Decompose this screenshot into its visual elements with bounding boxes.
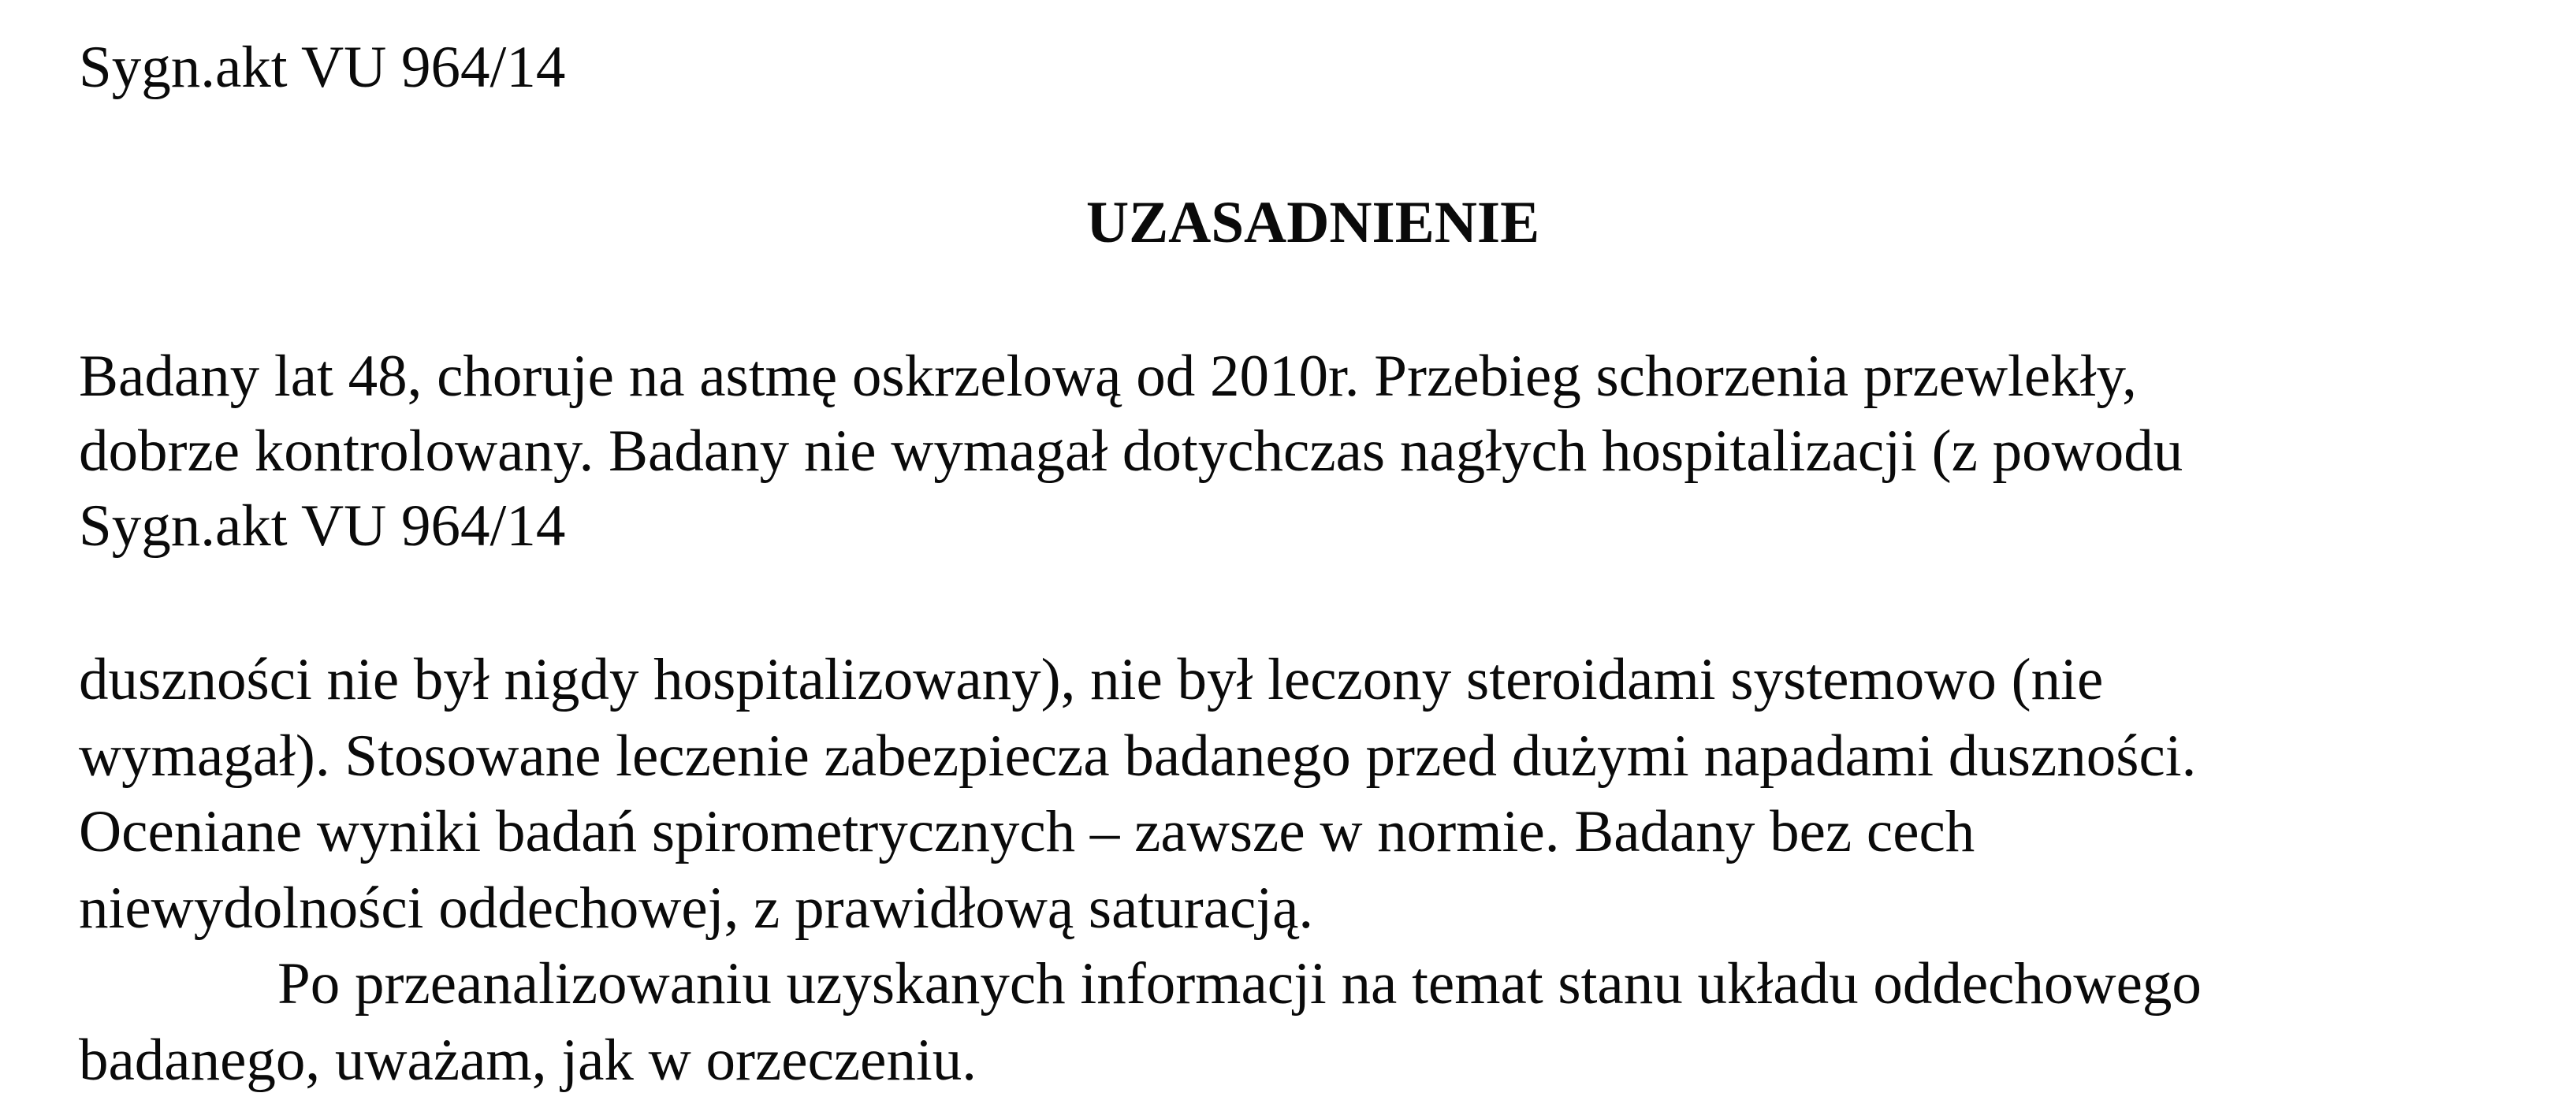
body-line: badanego, uważam, jak w orzeczeniu. <box>79 1028 977 1093</box>
body-line: Badany lat 48, choruje na astmę oskrzelową od 2010r. Przebieg schorzenia przewlekły, <box>79 344 2137 409</box>
case-signature: Sygn.akt VU 964/14 <box>79 35 566 100</box>
body-line: Oceniane wyniki badań spirometrycznych – zawsze w normie. Badany bez cech <box>79 799 1975 864</box>
body-line: niewydolności oddechowej, z prawidłową saturacją. <box>79 875 1314 941</box>
body-line: dobrze kontrolowany. Badany nie wymagał dotychczas nagłych hospitalizacji (z powodu <box>79 418 2183 484</box>
repeated-case-signature: Sygn.akt VU 964/14 <box>79 493 566 559</box>
indented-paragraph-line: Po przeanalizowaniu uzyskanych informacji na temat stanu układu oddechowego <box>277 951 2202 1017</box>
body-line: duszności nie był nigdy hospitalizowany), nie był leczony steroidami systemowo (nie <box>79 647 2104 712</box>
body-line: wymagał). Stosowane leczenie zabezpiecza badanego przed dużymi napadami duszności. <box>79 723 2197 789</box>
document-heading: UZASADNIENIE <box>1086 190 1540 255</box>
